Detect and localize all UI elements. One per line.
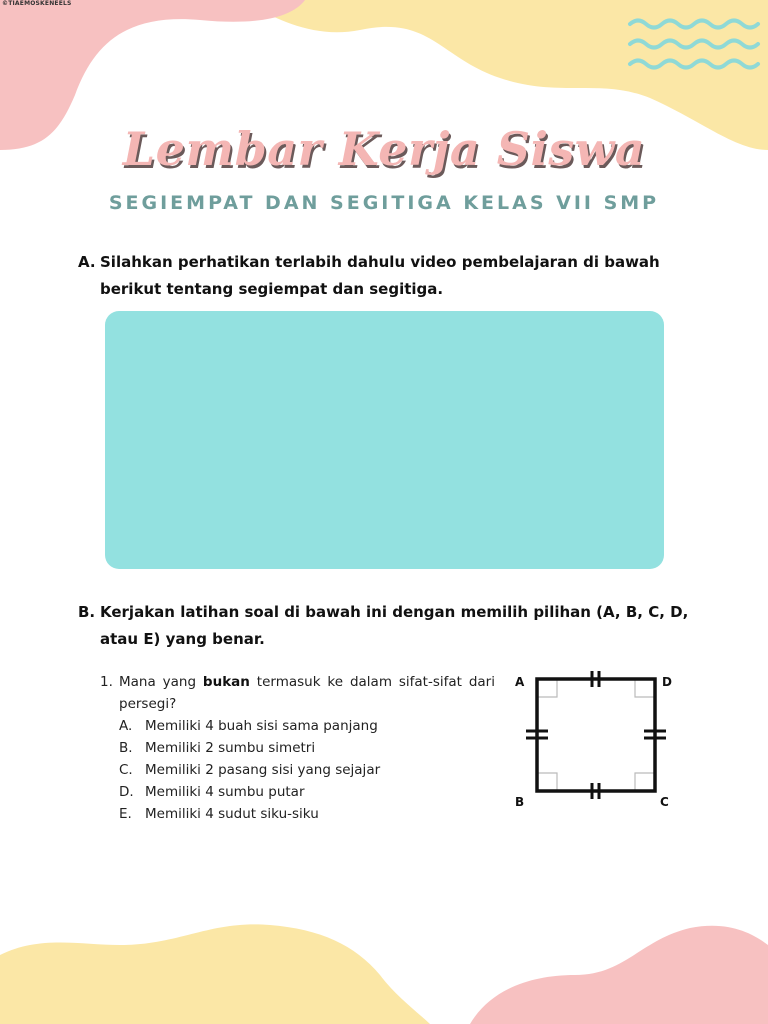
page-title: Lembar Kerja Siswa: [122, 122, 646, 176]
section-b-marker: B.: [78, 603, 96, 621]
answer-option-d[interactable]: [119, 781, 495, 803]
option-letter: A.: [119, 718, 133, 734]
section-a-marker: A.: [78, 253, 96, 271]
square-figure: [505, 664, 685, 814]
option-text: Memiliki 4 sudut siku-siku: [145, 806, 319, 822]
question-1: [100, 671, 495, 825]
answer-option-e[interactable]: [119, 803, 495, 825]
option-text: Memiliki 2 pasang sisi yang sejajar: [145, 762, 381, 778]
section-b: [78, 599, 698, 653]
option-letter: D.: [119, 784, 134, 800]
section-a: [78, 249, 698, 303]
question-number: 1.: [100, 674, 113, 690]
bottom-yellow-blob: [0, 924, 430, 1024]
answer-option-b[interactable]: [119, 737, 495, 759]
option-letter: C.: [119, 762, 133, 778]
question-text-before: Mana yang: [119, 674, 197, 690]
question-text-after: termasuk ke dalam sifat-sifat dari persegi?: [119, 674, 495, 712]
vertex-label-c: C: [660, 795, 669, 809]
section-a-instruction: Silahkan perhatikan terlabih dahulu video pembelajaran di bawah berikut tentang segiempat dan segitiga.: [100, 253, 660, 298]
question-text: [119, 671, 495, 715]
vertex-label-d: D: [662, 675, 672, 689]
answer-option-c[interactable]: [119, 759, 495, 781]
vertex-label-b: B: [515, 795, 525, 809]
option-text: Memiliki 4 buah sisi sama panjang: [145, 718, 378, 734]
equal-side-ticks: [526, 671, 666, 799]
vertex-label-a: A: [515, 675, 525, 689]
right-angle-markers: [537, 679, 655, 791]
question-1-stem: [100, 671, 495, 715]
question-text-emphasis: bukan: [202, 674, 250, 690]
answer-options: [100, 715, 495, 825]
option-text: Memiliki 4 sumbu putar: [145, 784, 305, 800]
option-letter: B.: [119, 740, 133, 756]
watermark-text: ©TIAEMOSKENEELS: [2, 0, 72, 7]
answer-option-a[interactable]: [119, 715, 495, 737]
video-embed-placeholder[interactable]: [105, 311, 664, 569]
option-text: Memiliki 2 sumbu simetri: [145, 740, 316, 756]
page-subtitle: SEGIEMPAT DAN SEGITIGA KELAS VII SMP: [108, 192, 660, 214]
option-letter: E.: [119, 806, 132, 822]
square-outline: [537, 679, 655, 791]
section-b-instruction: Kerjakan latihan soal di bawah ini dengan memilih pilihan (A, B, C, D, atau E) yang benar.: [100, 603, 689, 648]
bottom-pink-blob: [470, 926, 768, 1024]
